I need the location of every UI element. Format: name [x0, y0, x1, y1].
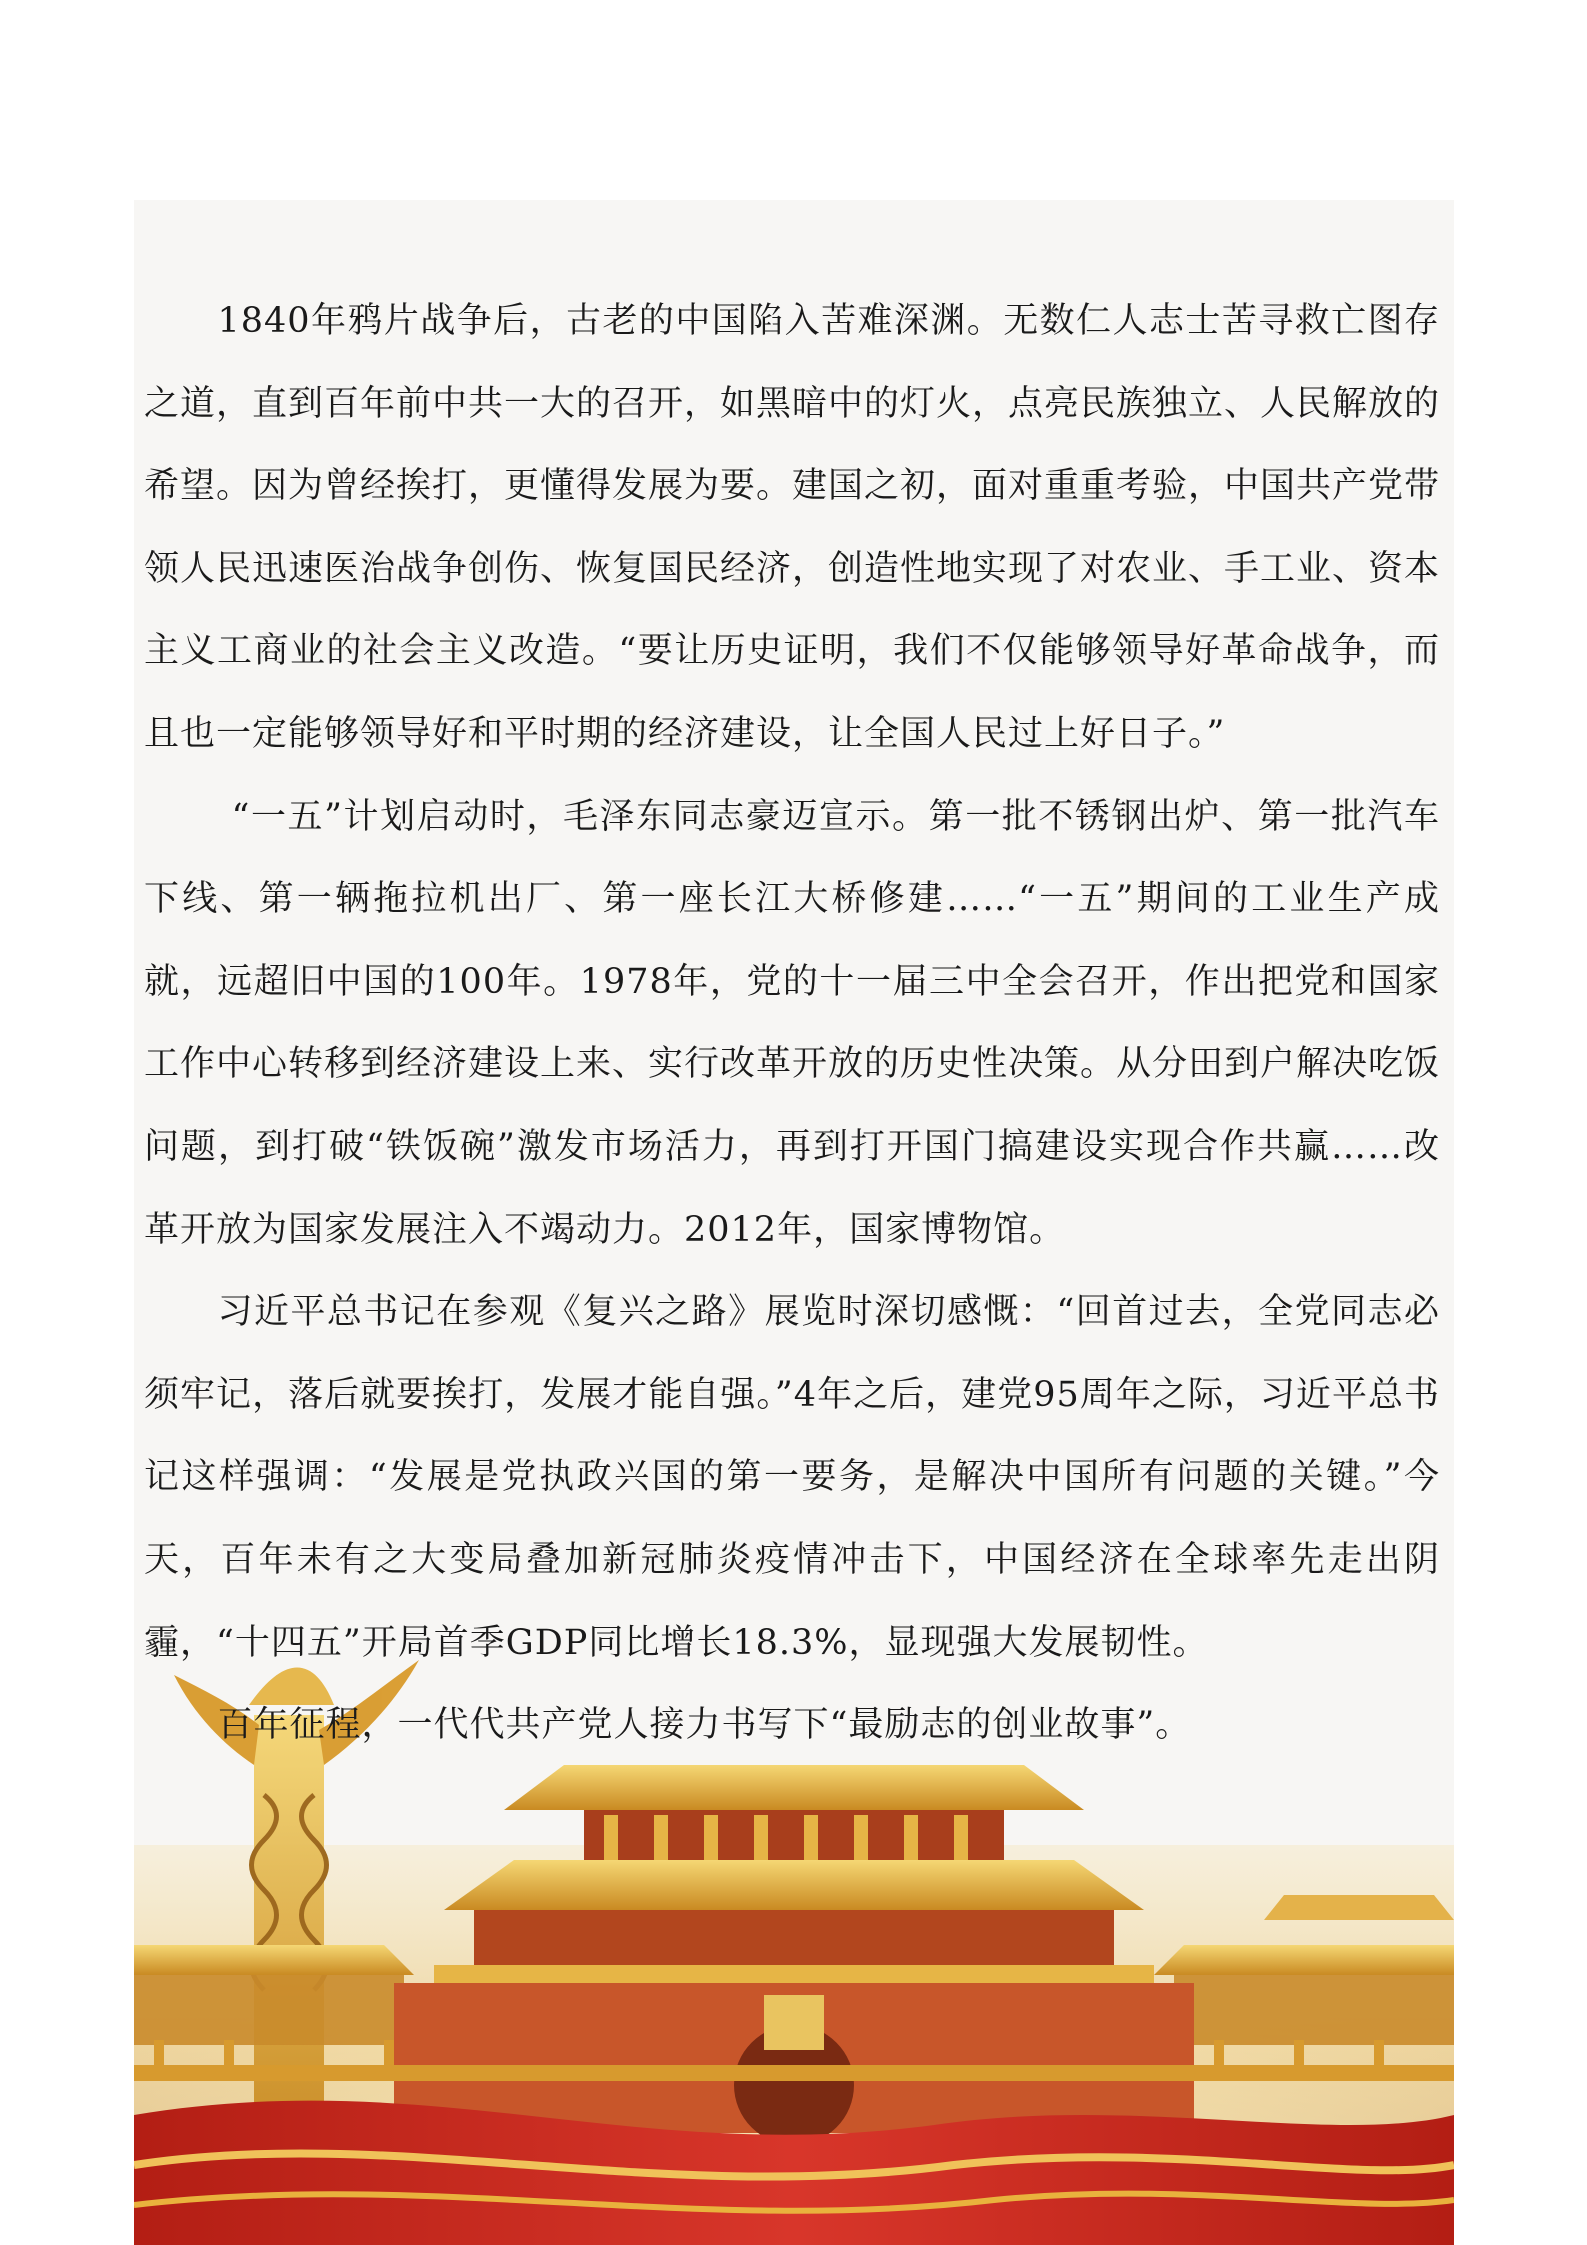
- gate-tower: [394, 1765, 1194, 2145]
- article-body: [144, 280, 1440, 1767]
- paragraph-2: “一五”计划启动时，毛泽东同志豪迈宣示。第一批不锈钢出炉、第一批汽车下线、第一辆拖拉机出厂、第一座长江大桥修建……“一五”期间的工业生产成就，远超旧中国的100年。1978年，党的十一届三中全会召开，作出把党和国家工作中心转移到经济建设上来、实行改革开放的历史性决策。从分田到户解决吃饭问题，到打破“铁饭碗”激发市场活力，再到打开国门搞建设实现合作共赢……改革开放为国家发展注入不竭动力。2012年，国家博物馆。: [144, 796, 1441, 1250]
- paragraph-4: 百年征程，一代代共产党人接力书写下“最励志的创业故事”。: [217, 1705, 1192, 1746]
- paragraph-1: 1840年鸦片战争后，古老的中国陷入苦难深渊。无数仁人志士苦寻救亡图存之道，直到百年前中共一大的召开，如黑暗中的灯火，点亮民族独立、人民解放的希望。因为曾经挨打，更懂得发展为要。建国之初，面对重重考验，中国共产党带领人民迅速医治战争创伤、恢复国民经济，创造性地实现了对农业、手工业、资本主义工商业的社会主义改造。“要让历史证明，我们不仅能够领导好革命战争，而且也一定能够领导好和平时期的经济建设，让全国人民过上好日子。”: [144, 301, 1441, 754]
- page-panel: [134, 200, 1454, 2245]
- paragraph-3: 习近平总书记在参观《复兴之路》展览时深切感慨：“回首过去，全党同志必须牢记，落后就要挨打，发展才能自强。”4年之后，建党95周年之际，习近平总书记这样强调：“发展是党执政兴国的第一要务，是解决中国所有问题的关键。”今天，百年未有之大变局叠加新冠肺炎疫情冲击下，中国经济在全球率先走出阴霾，“十四五”开局首季GDP同比增长18.3%，显现强大发展韧性。: [144, 1292, 1440, 1663]
